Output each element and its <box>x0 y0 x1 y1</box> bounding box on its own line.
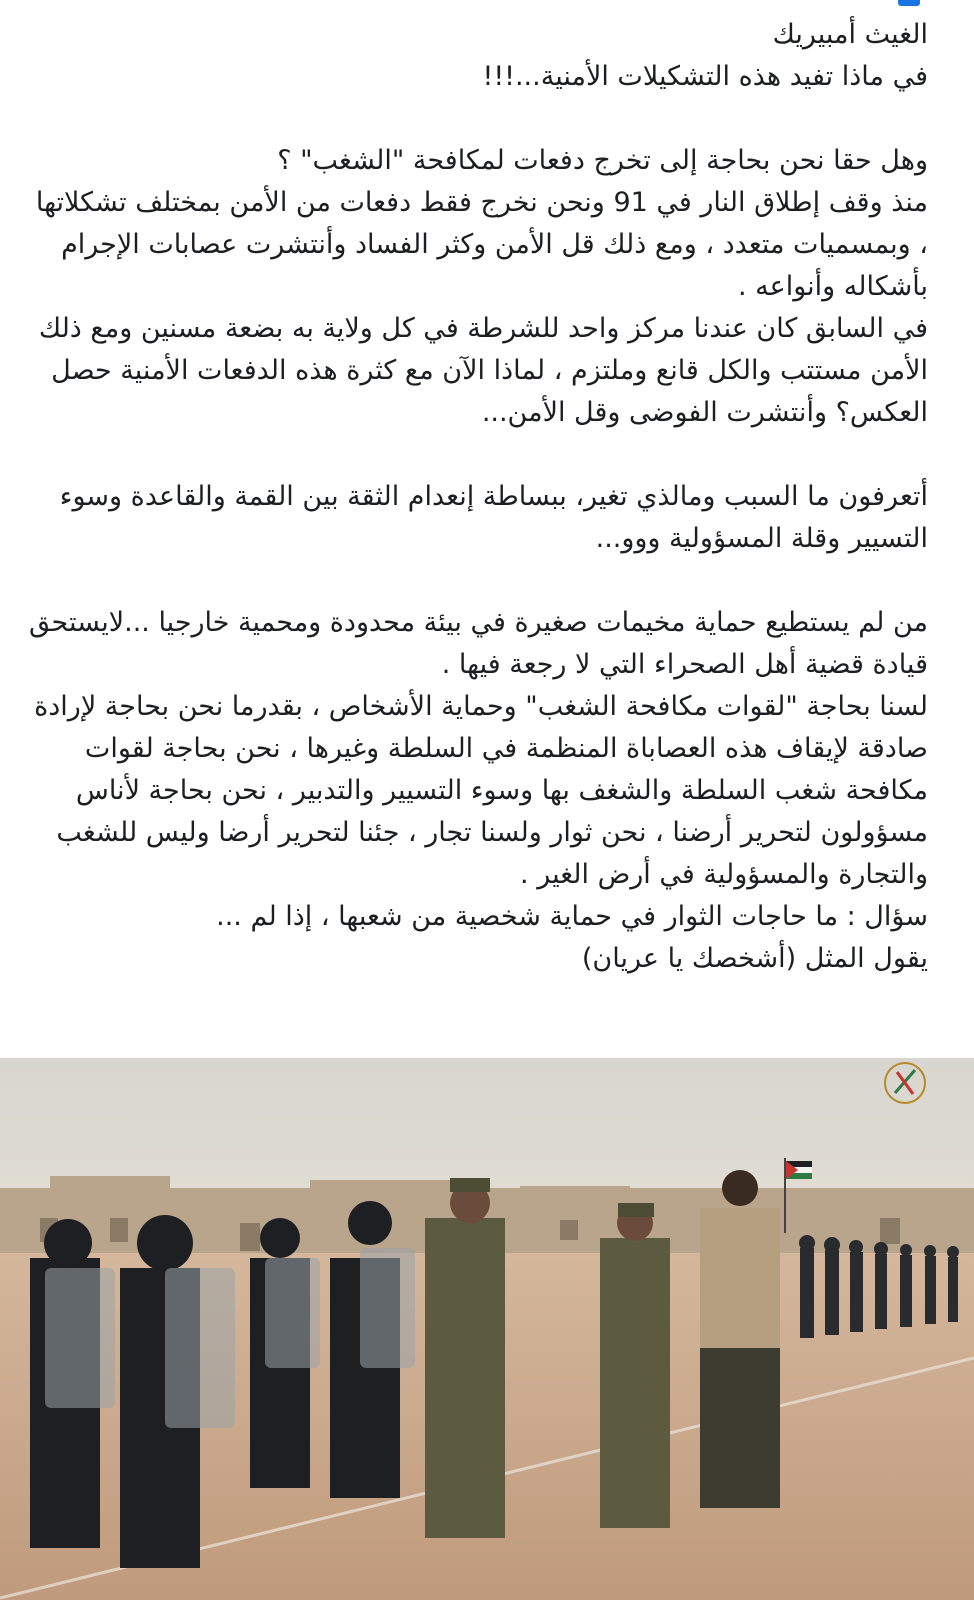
post-title: الغيث أمبيريك <box>772 19 928 50</box>
paragraph-q: سؤال : ما حاجات الثوار في حماية شخصية من شعبها ، إذا لم ... <box>216 901 928 932</box>
parade-scene <box>0 1058 974 1600</box>
post-subtitle: في ماذا تفيد هذه التشكيلات الأمنية...!!! <box>482 61 928 92</box>
paragraph-proverb: يقول المثل (أشخصك يا عريان) <box>581 943 928 974</box>
paragraph-ceasefire: منذ وقف إطلاق النار في 91 ونحن نخرج فقط دفعات من الأمن بمختلف تشكلاتها ، وبمسميات متعدد ، ومع ذلك قل الأمن وكثر الفساد وأنتشرت عصابات الإجرام بأشكاله وأنواعه . <box>35 187 928 302</box>
paragraph-need: لسنا بحاجة "لقوات مكافحة الشغب" وحماية الأشخاص ، بقدرما نحن بحاجة لإرادة صادقة لإيقاف هذه العصاباة المنظمة في السلطة وغيرها ، نحن بحاجة لقوات مكافحة شغب السلطة والشغف بها وسوء التسيير والتدبير ، نحن بحاجة لأناس مسؤولون لتحرير أرضنا ، نحن ثوار ولسنا تجار ، جئنا لتحرير أرضا وليس للشغب والتجارة والمسؤولية في أرض الغير . <box>34 691 928 890</box>
paragraph-camps: من لم يستطيع حماية مخيمات صغيرة في بيئة محدودة ومحمية خارجيا ...لايستحق قيادة قضية أهل الصحراء التي لا رجعة فيها . <box>29 607 928 680</box>
paragraph-reason: أتعرفون ما السبب ومالذي تغير، ببساطة إنعدام الثقة بين القمة والقاعدة وسوء التسيير وقلة المسؤولية ووو... <box>59 481 928 554</box>
author-name-cutoff[interactable] <box>898 0 920 6</box>
post-photo[interactable] <box>0 1058 974 1600</box>
flag <box>786 1161 812 1179</box>
paragraph-past: في السابق كان عندنا مركز واحد للشرطة في كل ولاية به بضعة مسنين ومع ذلك الأمن مستتب والكل قانع وملتزم ، لماذا الآن مع كثرة هذه الدفعات الأمنية حصل العكس؟ وأنتشرت الفوضى وقل الأمن... <box>38 313 928 428</box>
paragraph-question: وهل حقا نحن بحاجة إلى تخرج دفعات لمكافحة "الشغب" ؟ <box>277 145 928 176</box>
